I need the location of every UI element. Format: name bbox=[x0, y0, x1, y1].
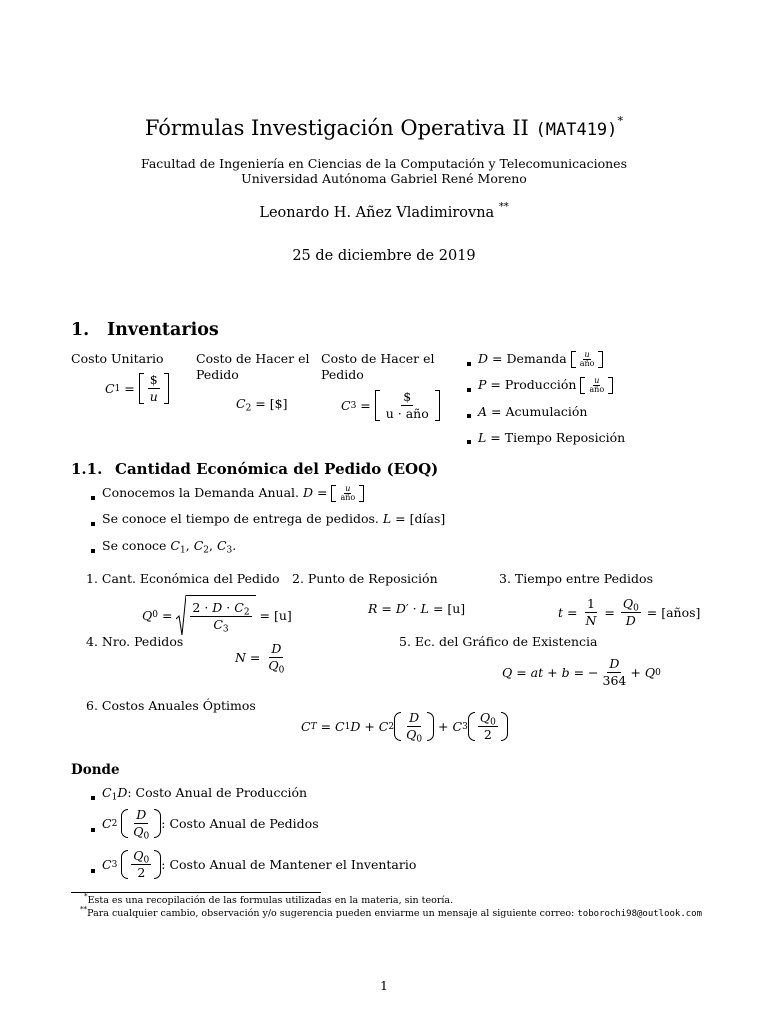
item-label-eoq: 1. Cant. Económica del Pedido bbox=[86, 571, 280, 586]
bullet bbox=[91, 496, 95, 500]
affiliation bbox=[0, 156, 768, 186]
formula-q0: Q 0 = $\frac{2 \cdot D \cdot C_2}{C_3}$ = [u] bbox=[142, 595, 292, 635]
item-label-stock-graph-equation: 5. Ec. del Gráfico de Existencia bbox=[399, 634, 598, 649]
item-label-time-between-orders: 3. Tiempo entre Pedidos bbox=[499, 571, 653, 586]
cost-column-heading: Costo de Hacer el Pedido bbox=[196, 351, 310, 382]
author bbox=[0, 201, 768, 221]
formula-c1: C 1 = $\frac{\$}{u}$ bbox=[105, 373, 169, 404]
author-footnote-mark: ** bbox=[498, 201, 509, 213]
subsection-title: Cantidad Económica del Pedido (EOQ) bbox=[115, 460, 439, 478]
title-footnote-mark: * bbox=[617, 113, 624, 128]
section-heading-inventarios bbox=[71, 320, 219, 340]
sqrt-sign-icon bbox=[176, 595, 186, 635]
bullet bbox=[467, 362, 471, 366]
assumption-item: Conocemos la Demanda Anual. D = $\frac{u}{\text{año}}$ bbox=[102, 485, 364, 502]
assumption-item: Se conoce $C_1$, $C_2$, $C_3$. bbox=[102, 538, 237, 556]
subsection-number: 1.1. bbox=[71, 460, 103, 478]
definition-item: D = Demanda $\frac{u}{\text{año}}$ bbox=[478, 351, 603, 368]
author-name: Leonardo H. Añez Vladimirovna bbox=[259, 205, 495, 221]
footnote-2: **Para cualquier cambio, observación y/o sugerencia pueden enviarme un mensaje al siguiente correo: toborochi98@outlook.com bbox=[80, 904, 703, 919]
date: 25 de diciembre de 2019 bbox=[292, 248, 476, 264]
footnote-1: *Esta es una recopilación de las formulas utilizadas en la materia, sin teoría. bbox=[84, 891, 454, 906]
bullet bbox=[91, 549, 95, 553]
definition-item: A = Acumulación bbox=[478, 404, 588, 419]
bullet bbox=[91, 828, 95, 832]
formula-stock-equation: Q = at + b = − $\frac{D}{364}$ + Q 0 bbox=[502, 656, 661, 688]
bullet bbox=[467, 440, 471, 444]
assumption-item: Se conoce el tiempo de entrega de pedidos. L = [días] bbox=[102, 511, 446, 526]
formula-total-cost: C T = C 1 D + C 2 $\frac{D}{Q_0}$ + C 3 $\frac{Q_0}{2}$ bbox=[301, 711, 508, 742]
definition-item: P = Producción $\frac{u}{\text{año}}$ bbox=[478, 377, 613, 394]
bullet bbox=[91, 869, 95, 873]
donde-heading: Donde bbox=[71, 762, 120, 778]
bullet bbox=[91, 522, 95, 526]
formula-number-of-orders: N = $\frac{D}{Q_0}$ bbox=[235, 641, 285, 676]
email-link[interactable]: toborochi98@outlook.com bbox=[577, 909, 703, 919]
item-label-reorder-point: 2. Punto de Reposición bbox=[292, 571, 438, 586]
affiliation-university: Universidad Autónoma Gabriel René Moreno bbox=[241, 171, 527, 186]
donde-item: $C_1D$: Costo Anual de Producción bbox=[102, 785, 308, 803]
course-code: (MAT419) bbox=[535, 120, 618, 140]
item-label-optimal-annual-costs: 6. Costos Anuales Óptimos bbox=[86, 698, 256, 713]
section-number: 1. bbox=[71, 320, 90, 340]
subsection-heading-eoq bbox=[71, 460, 438, 478]
formula-reorder-point: R = D′ · L = [u] bbox=[368, 601, 466, 616]
cost-column-heading: Costo de Hacer el Pedido bbox=[321, 351, 435, 382]
footnote-rule bbox=[71, 892, 321, 893]
paper-title bbox=[0, 113, 768, 140]
formula-c3: C 3 = $\frac{\$}{\text{u · año}}$ bbox=[341, 390, 440, 421]
title-text: Fórmulas Investigación Operativa II bbox=[144, 116, 529, 140]
donde-item: C 3 $\frac{Q_0}{2}$ : Costo Anual de Mantener el Inventario bbox=[102, 848, 417, 880]
formula-c2: $C_2$ = [$] bbox=[236, 396, 288, 414]
definition-item: L = Tiempo Reposición bbox=[478, 430, 626, 445]
bullet bbox=[467, 414, 471, 418]
affiliation-faculty: Facultad de Ingeniería en Ciencias de la Computación y Telecomunicaciones bbox=[141, 156, 627, 171]
cost-column-heading: Costo Unitario bbox=[71, 351, 164, 366]
bullet bbox=[91, 796, 95, 800]
donde-item: C 2 $\frac{D}{Q_0}$ : Costo Anual de Pedidos bbox=[102, 807, 319, 842]
item-label-number-of-orders: 4. Nro. Pedidos bbox=[86, 634, 184, 649]
formula-time-between-orders: t = $\frac{1}{N}$ = $\frac{Q_0}{D}$ = [años] bbox=[558, 596, 701, 628]
page-number: 1 bbox=[380, 978, 388, 993]
bullet bbox=[467, 388, 471, 392]
section-title: Inventarios bbox=[107, 320, 219, 340]
